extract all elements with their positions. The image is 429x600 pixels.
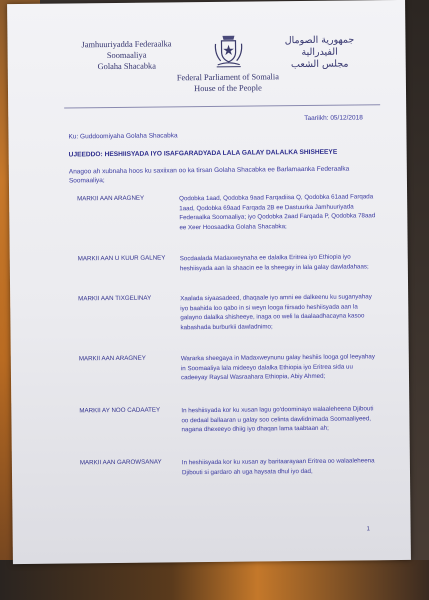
clause-label: MARKII AAN GAROWSANAY (79, 458, 162, 467)
clause-label: MARKII AAN TIXGELINAY (78, 294, 152, 303)
clause-label: MARKII AY NOO CADAATEY (79, 406, 161, 415)
letterhead-line: Jamhuuriyadda Federaalka (81, 39, 172, 50)
clause-row (70, 292, 380, 332)
header-divider (64, 104, 380, 108)
letterhead-arabic (269, 34, 369, 71)
clause-text: In heshiisyada kor ku xusan lagu go'doominayo walaaleheena Djibouti oo dedaal ballaaran u galay soo celinta dawlidnimada Soomaaliyeed, nagana dhexeeyo dhiig iyo dhaqan lama taabtaan ah; (181, 405, 374, 434)
letterhead-line: Soomaaliya (106, 50, 147, 61)
clause-label: MARKII AAN ARAGNEY (77, 194, 145, 203)
letterhead-line: House of the People (194, 83, 262, 94)
clause-row (71, 352, 381, 382)
letter-recipient: Ku: Guddoomiyaha Golaha Shacabka (68, 132, 178, 141)
letter-page (7, 0, 411, 564)
clause-label: MARKII AAN U KUUR GALNEY (77, 254, 166, 263)
clause-text: Socdaalada Madaxweynaha ee dalalka Eritrea iyo Ethiopia iyo heshiisyada aan la shaacin ee la sheegay in lala galay dawladahaas; (179, 253, 369, 272)
clause-row (69, 192, 379, 232)
clause-row (70, 252, 380, 272)
background-bottom (0, 560, 429, 600)
letterhead-line: Federal Parliament of Somalia (176, 72, 279, 83)
letterhead-english (158, 71, 298, 94)
clause-text: Xaalada siyaasadeed, dhaqaale iyo amni ee dalkeenu ku suganyahay iyo baahida loo qabo in si weyn looga fiirsado heshiisyada aan la galayno dalalka shisheeye, inaga oo weli la daalaadhacayna kasoo kabashada burburkii dawladnimo; (180, 293, 372, 332)
letter-subject: UJEEDDO: HESHIISYADA IYO ISAFGARADYADA LALA GALAY DALALKA SHISHEEYE (68, 148, 338, 159)
page-number: 1 (366, 526, 370, 533)
letterhead-somali (71, 38, 181, 72)
letterhead-line: Golaha Shacabka (97, 61, 156, 72)
letter-date: Taariikh: 05/12/2018 (304, 114, 363, 122)
letter-intro: Anagoo ah xubnaha hoos ku saxiixan oo ka tirsan Golaha Shacabka ee Barlamaanka Federaalka Soomaaliya; (68, 165, 350, 185)
clause-text: In heshiisyada kor ku xusan ay baritaarayaan Eritrea oo walaaleheena Djibouti si gardaro ah uga haysata dhul iyo dad, (181, 457, 375, 476)
coat-of-arms-icon (213, 32, 243, 70)
clause-row (72, 456, 382, 476)
letterhead-line: الفيدرالية (301, 46, 338, 59)
clause-row (71, 404, 381, 434)
clause-text: Wararka sheegaya in Madaxweynunu galay heshiis looga gol leeyahay in Soomaaliya lala mideeyo dalalka Ethiopia iyo Eritrea sida uu cadeeyay Raysal Wasraahara Ethiopia, Abiy Ahmed; (180, 353, 375, 382)
clause-label: MARKII AAN ARAGNEY (78, 354, 146, 363)
letterhead-line: جمهورية الصومال (284, 34, 355, 47)
letterhead-line: مجلس الشعب (290, 58, 349, 71)
clause-text: Qodobka 1aad, Qodobka 9aad Farqadiisa Q, Qodobka 61aad Farqada 1aad, Qodobka 69aad Farqada 2B ee Dastuurka Jamhuuriyada Federaalka Soomaaliya; iyo Qodobka 2aad Farqada P, Qodobka 78aad ee Xeer Hoosaadka Golaha Shacabka; (179, 193, 376, 232)
